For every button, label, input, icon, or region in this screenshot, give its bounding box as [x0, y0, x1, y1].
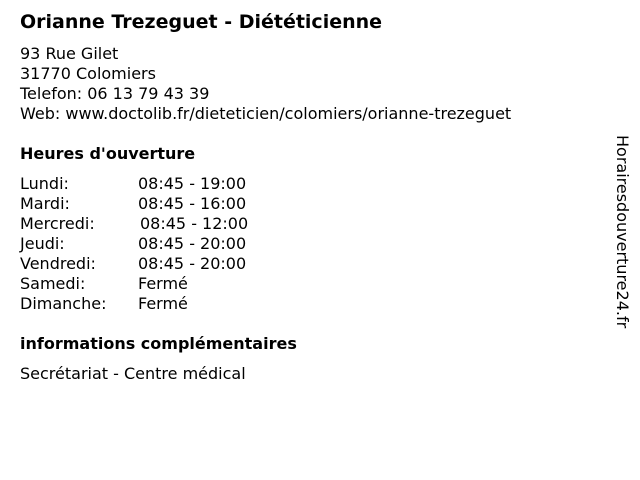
address-city: 31770 Colomiers	[20, 64, 156, 83]
hours-row-tuesday	[20, 194, 320, 214]
website-link[interactable]: Web: www.doctolib.fr/dieteticien/colomiers/orianne-trezeguet	[20, 104, 512, 123]
time-value: 08:45 - 20:00	[138, 234, 247, 253]
hours-row-monday	[20, 174, 320, 194]
day-label: Vendredi:	[20, 254, 96, 273]
hours-table	[20, 174, 320, 314]
time-value: 08:45 - 19:00	[138, 174, 247, 193]
day-label: Samedi:	[20, 274, 86, 293]
watermark-text: Horairesdouverture24.fr	[613, 135, 632, 329]
time-value: Fermé	[138, 274, 188, 293]
day-label: Mardi:	[20, 194, 70, 213]
extra-info-heading: informations complémentaires	[20, 334, 297, 353]
day-label: Mercredi:	[20, 214, 95, 233]
time-value: 08:45 - 12:00	[140, 214, 249, 233]
day-label: Dimanche:	[20, 294, 107, 313]
hours-row-wednesday	[20, 214, 320, 234]
time-value: 08:45 - 20:00	[138, 254, 247, 273]
day-label: Jeudi:	[20, 234, 65, 253]
phone-number: Telefon: 06 13 79 43 39	[20, 84, 210, 103]
hours-heading: Heures d'ouverture	[20, 144, 196, 163]
time-value: Fermé	[138, 294, 188, 313]
address-block	[20, 44, 511, 124]
extra-info-text: Secrétariat - Centre médical	[20, 364, 246, 383]
hours-row-sunday	[20, 294, 320, 314]
time-value: 08:45 - 16:00	[138, 194, 247, 213]
watermark	[610, 135, 634, 345]
page-title: Orianne Trezeguet - Diététicienne	[20, 11, 383, 33]
address-street: 93 Rue Gilet	[20, 44, 119, 63]
hours-row-friday	[20, 254, 320, 274]
hours-row-saturday	[20, 274, 320, 294]
day-label: Lundi:	[20, 174, 69, 193]
hours-row-thursday	[20, 234, 320, 254]
